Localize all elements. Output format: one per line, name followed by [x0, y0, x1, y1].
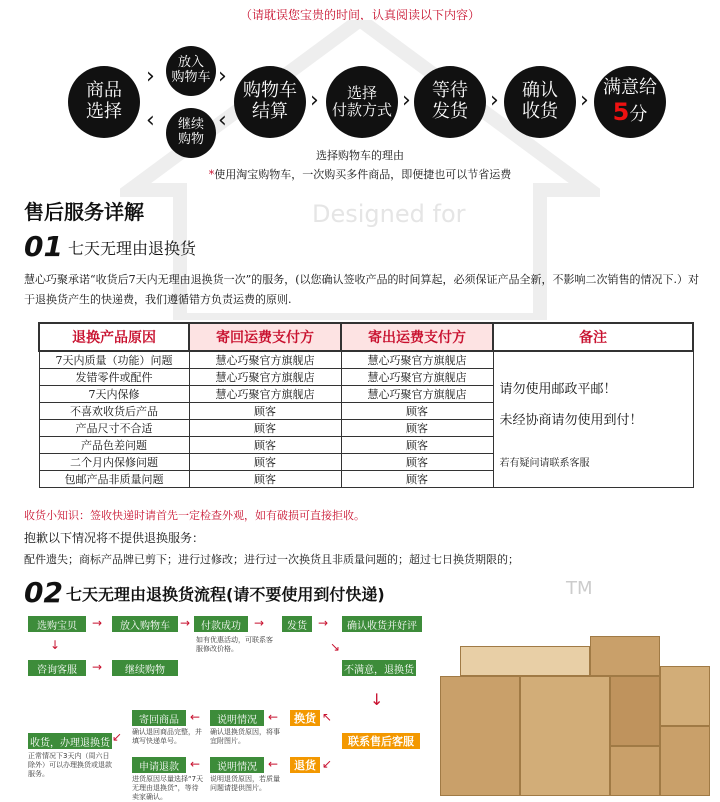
flow-note-payment: 如有优惠活动，可联系客服修改价格。 — [196, 636, 273, 653]
flow-explain-exchange: 说明情况 — [210, 710, 264, 726]
arrow-down-icon: ↓ — [50, 638, 61, 652]
flow-note-explain-exchange: 确认退换货原因，将事宜附图片。 — [210, 728, 280, 745]
chevron-right-icon: › — [402, 88, 411, 113]
table-cell: 顾客 — [189, 471, 341, 488]
policy-text: 慧心巧聚承诺“收货后7天内无理由退换货一次”的服务，(以您确认签收产品的时间算起，必须保证产品全新，不影响二次销售的情况下.）对于退换货产生的快递费，我们遵循错方负责运费的原则. — [24, 273, 700, 306]
arrow-right-icon: → — [254, 616, 265, 630]
table-cell: 包邮产品非质量问题 — [39, 471, 189, 488]
rating-score: 5 — [612, 97, 630, 126]
chevron-left-icon: ‹ — [146, 108, 155, 133]
arrow-down-left-icon: ↙ — [112, 730, 123, 744]
remark-no-cod: 未经协商请勿使用到付！ — [499, 413, 643, 428]
step-label: 确认 收货 — [522, 80, 558, 122]
table-cell: 顾客 — [341, 454, 493, 471]
table-cell: 慧心巧聚官方旗舰店 — [341, 351, 493, 369]
trademark-text: TM — [566, 578, 593, 599]
section-title: 售后服务详解 — [24, 200, 144, 224]
reason-title: 选择购物车的理由 — [316, 149, 404, 162]
table-cell: 不喜欢收货后产品 — [39, 403, 189, 420]
chevron-right-icon: › — [490, 88, 499, 113]
chevron-right-icon: › — [580, 88, 589, 113]
reason-text — [0, 166, 720, 182]
table-header: 备注 — [493, 323, 693, 351]
table-cell: 二个月内保修问题 — [39, 454, 189, 471]
arrow-right-icon: → — [180, 616, 191, 630]
step-payment-method — [326, 66, 398, 138]
table-cell: 产品尺寸不合适 — [39, 420, 189, 437]
flow-note-explain-return: 说明退货原因，若质量问题请提供图片。 — [210, 775, 280, 792]
section-02-title: 七天无理由退换货流程(请不要使用到付快递) — [66, 585, 385, 604]
table-cell: 7天内质量（功能）问题 — [39, 351, 189, 369]
table-cell: 慧心巧聚官方旗舰店 — [189, 386, 341, 403]
table-cell: 慧心巧聚官方旗舰店 — [189, 351, 341, 369]
flow-note-refund: 进货原因尽量选择“7天无理由退换货”，等待卖家确认。 — [132, 775, 204, 801]
rating-unit: 分 — [629, 103, 648, 125]
step-wait-shipping — [414, 66, 486, 138]
step-give-rating — [594, 66, 666, 138]
flow-note-receive: 正常情况下3天内（周六日除外）可以办理换货或退款服务。 — [28, 752, 112, 778]
table-header: 寄出运费支付方 — [341, 323, 493, 351]
flow-add-to-cart: 放入购物车 — [112, 616, 178, 632]
section-01-number: 01 — [24, 230, 63, 263]
flow-payment-success: 付款成功 — [194, 616, 248, 632]
table-cell: 7天内保修 — [39, 386, 189, 403]
reason-text-body: 使用淘宝购物车，一次购买多件商品，即便捷也可以节省运费 — [214, 168, 512, 181]
table-cell: 顾客 — [189, 454, 341, 471]
step-confirm-receipt — [504, 66, 576, 138]
arrow-left-icon: ↖ — [322, 710, 333, 724]
arrow-right-icon: → — [92, 660, 103, 674]
table-cell: 顾客 — [189, 437, 341, 454]
flow-apply-refund: 申请退款 — [132, 757, 186, 773]
chevron-right-icon: › — [218, 64, 227, 89]
remark-contact-service: 若有疑问请联系客服 — [499, 458, 590, 469]
chevron-right-icon: › — [146, 64, 155, 89]
table-cell: 发错零件或配件 — [39, 369, 189, 386]
table-cell: 慧心巧聚官方旗舰店 — [189, 369, 341, 386]
flow-receive-process: 收货，办理退换货 — [28, 733, 112, 749]
chevron-left-icon: ‹ — [218, 108, 227, 133]
section-02-number: 02 — [24, 576, 63, 609]
return-policy-table — [38, 322, 694, 488]
table-header: 退换产品原因 — [39, 323, 189, 351]
flow-note-return-goods: 确认退回商品完整，并填写快递单号。 — [132, 728, 202, 745]
flow-exchange: 换货 — [290, 710, 320, 726]
chevron-right-icon: › — [310, 88, 319, 113]
step-product-select — [68, 66, 140, 138]
step-label: 等待 发货 — [432, 80, 468, 122]
remark-no-surface-mail: 请勿使用邮政平邮！ — [499, 382, 617, 397]
flow-confirm-review: 确认收货并好评 — [342, 616, 422, 632]
arrow-right-icon: → — [318, 616, 329, 630]
table-cell: 顾客 — [341, 403, 493, 420]
arrow-left-icon: ← — [190, 757, 201, 771]
step-label: 商品 选择 — [86, 80, 122, 122]
arrow-left-icon: ↙ — [322, 757, 333, 771]
arrow-right-icon: → — [92, 616, 103, 630]
step-label: 放入 购物车 — [171, 55, 211, 85]
table-cell: 慧心巧聚官方旗舰店 — [341, 386, 493, 403]
step-add-to-cart — [166, 46, 216, 96]
flow-select-product: 选购宝贝 — [28, 616, 86, 632]
flow-return-goods: 寄回商品 — [132, 710, 186, 726]
arrow-down-icon: ↓ — [370, 690, 384, 709]
section-01-title: 七天无理由退换货 — [68, 239, 197, 258]
table-cell: 顾客 — [341, 471, 493, 488]
flow-explain-return: 说明情况 — [210, 757, 264, 773]
flow-ship: 发货 — [282, 616, 312, 632]
flow-contact-aftersales: 联系售后客服 — [342, 733, 420, 749]
exclusion-text: 配件遗失；商标产品牌已剪下；进行过修改；进行过一次换货且非质量问题的；超过七日换货期限的； — [24, 553, 519, 566]
table-cell: 顾客 — [189, 420, 341, 437]
table-cell: 顾客 — [189, 403, 341, 420]
arrow-left-icon: ← — [268, 710, 279, 724]
table-header: 寄回运费支付方 — [189, 323, 341, 351]
step-label: 购物车 结算 — [243, 80, 297, 122]
arrow-left-icon: ← — [190, 710, 201, 724]
cardboard-boxes-image — [440, 636, 710, 796]
arrow-left-icon: ← — [268, 757, 279, 771]
reason-star: * — [208, 168, 215, 181]
table-cell: 顾客 — [341, 437, 493, 454]
flow-continue-shopping: 继续购物 — [112, 660, 178, 676]
step-cart-checkout — [234, 66, 306, 138]
step-label: 继续 购物 — [177, 117, 204, 147]
table-remark-cell — [493, 351, 693, 488]
step-label: 满意给 — [603, 76, 657, 98]
arrow-down-icon: ↘ — [330, 640, 341, 654]
exclusion-title: 抱歉以下情况将不提供退换服务： — [24, 531, 205, 545]
table-cell: 产品色差问题 — [39, 437, 189, 454]
step-label: 选择 付款方式 — [331, 83, 392, 119]
table-cell: 顾客 — [341, 420, 493, 437]
table-cell: 慧心巧聚官方旗舰店 — [341, 369, 493, 386]
watermark-text: Designed for — [312, 200, 466, 228]
table-row — [39, 351, 693, 369]
receipt-tip: 收货小知识：签收快递时请首先一定检查外观，如有破损可直接拒收。 — [24, 509, 365, 522]
flow-return: 退货 — [290, 757, 320, 773]
flow-unsatisfied-return: 不满意，退换货 — [342, 660, 416, 676]
notice-text: （请耽误您宝贵的时间，认真阅读以下内容） — [239, 8, 480, 22]
flow-consult-service: 咨询客服 — [28, 660, 86, 676]
